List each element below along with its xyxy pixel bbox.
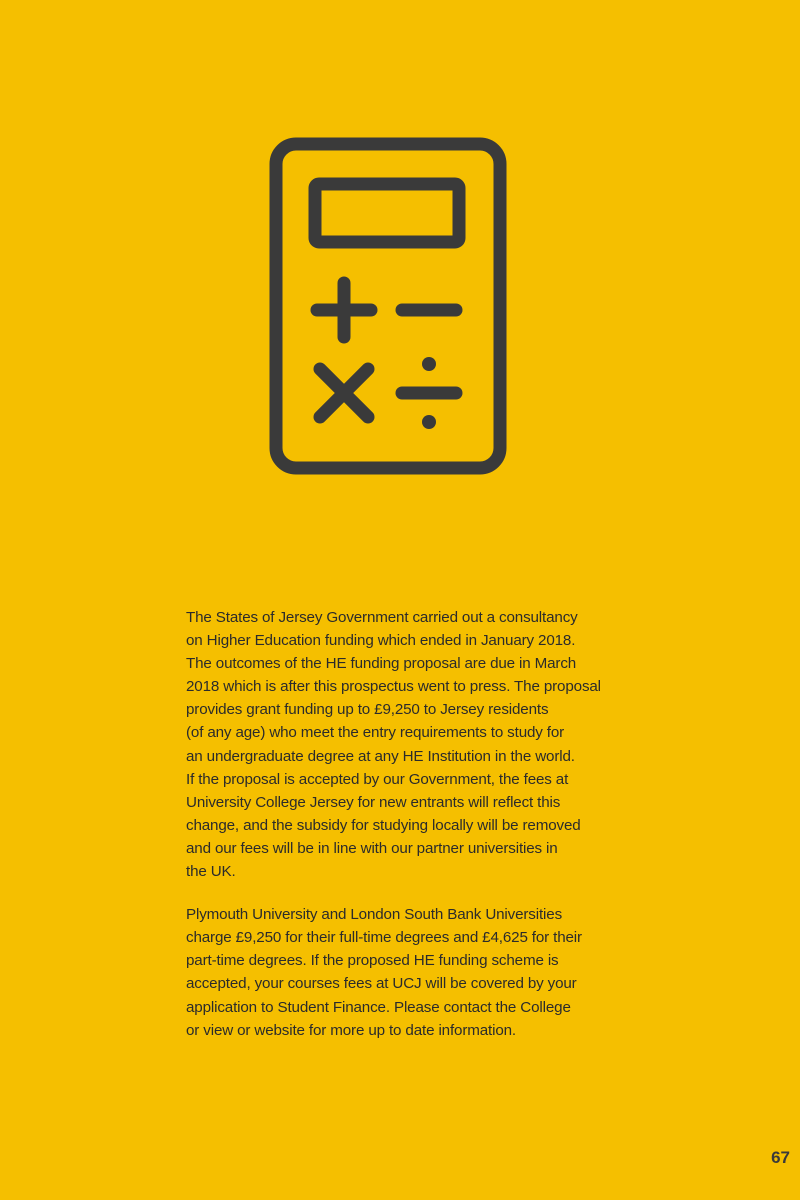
paragraph-partner-fees — [186, 903, 626, 1042]
calculator-display-shape — [315, 184, 459, 242]
text-line: 2018 which is after this prospectus went to press. The proposal — [186, 678, 601, 696]
text-line: If the proposal is accepted by our Government, the fees at — [186, 770, 569, 788]
paragraph-he-funding — [186, 606, 626, 883]
text-line: provides grant funding up to £9,250 to Jersey residents — [186, 701, 549, 719]
text-line: part-time degrees. If the proposed HE funding scheme is — [186, 952, 559, 970]
page-number: 67 — [771, 1148, 790, 1167]
text-line: change, and the subsidy for studying locally will be removed — [186, 816, 581, 834]
divide-dot-top — [422, 357, 436, 371]
text-line: application to Student Finance. Please contact the College — [186, 998, 571, 1016]
text-line: accepted, your courses fees at UCJ will be covered by your — [186, 975, 577, 993]
calculator-icon — [268, 136, 508, 476]
text-line: The States of Jersey Government carried out a consultancy — [186, 609, 578, 626]
text-line: (of any age) who meet the entry requirements to study for — [186, 724, 565, 742]
text-line: the UK. — [186, 863, 236, 881]
text-line: charge £9,250 for their full-time degrees and £4,625 for their — [186, 929, 582, 947]
text-line: University College Jersey for new entrants will reflect this — [186, 793, 561, 811]
text-line: on Higher Education funding which ended in January 2018. — [186, 632, 576, 650]
text-line: and our fees will be in line with our partner universities in — [186, 839, 558, 857]
divide-dot-bottom — [422, 415, 436, 429]
text-line: Plymouth University and London South Bank Universities — [186, 906, 563, 924]
body-text — [186, 606, 626, 1042]
text-line: The outcomes of the HE funding proposal are due in March — [186, 655, 577, 673]
text-line: or view or website for more up to date information. — [186, 1021, 517, 1039]
text-line: an undergraduate degree at any HE Institution in the world. — [186, 747, 575, 765]
